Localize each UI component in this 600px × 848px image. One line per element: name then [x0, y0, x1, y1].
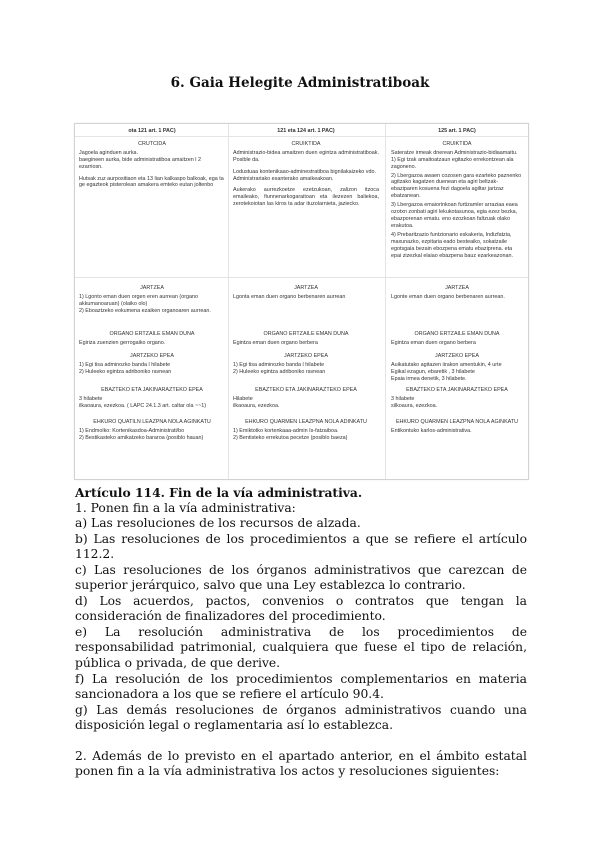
ondorio-text: 1) Endmolko: Kortenikasdoa-Administrati/bo 2) Bestikasteko amikatzeko bararoa (posiblo hauan) — [79, 427, 204, 441]
jartzea-text: 1) Lgonto eman duen orgen eren aurrean (organo akkumanoaruan) (olaiko olo) 2) Eboaztzeko eokumena ezaiken organoaren aurrean. — [79, 293, 211, 314]
column-divider — [385, 124, 386, 479]
organo-heading: ORGANO ERTZAILE EMAN DUNA — [263, 331, 349, 337]
article-paragraph: c) Las resoluciones de los órganos administrativos que carezcan de superior jerárquico, salvo que una Ley establezca lo contrario. — [75, 562, 527, 593]
article-paragraph-2: 2. Además de lo previsto en el apartado anterior, en el ámbito estatal ponen fin a la vía administrativa los actos y resoluciones siguientes: — [75, 748, 527, 779]
column-text: Lodustuaa kontenikaao-adminestratiboa bignilakaizeko vdo. Administrariako esanterako amaikeakoan. — [233, 168, 376, 182]
ondorio-heading: EHKURO QUATILN LEAZPNA NOLA AGINKATU — [93, 419, 211, 425]
column-text: 3) Lbergazoa emaiorinkoan furtizamler arraziaa eaea ozotxn zonbati agiri lekukotasunoa, egia ezez bezka, ebazporenan ematu. eno ezozkoan faltzuak olako erakutoa. — [391, 202, 518, 229]
ondorio-heading: EHKURO QUARMEN LEAZPNA NOLA ADINKATU — [245, 419, 367, 425]
column-text: 2) Lbergazoa awaen cozosen gara ezarteko paznenko agitzako kagatzen duenean eta agiri beltzak-ebaziparen kosuena fezi dagoela agiltar jartzaz ebatzanean. — [391, 172, 522, 200]
jartzea-heading: JARTZEA — [445, 285, 469, 291]
jartzea-text: Lgonta eman duen organo berbenaren aurrean — [233, 293, 346, 300]
ebatzi-heading: EBAZTEKO ETA JAKINARAZTEKO EPEA — [406, 387, 508, 393]
column-header: ota 121 art. 1 PAC) — [128, 128, 176, 134]
article-paragraph: f) La resolución de los procedimientos complementarios en materia sancionadora a los que se refiere el artículo 90.4. — [75, 671, 527, 702]
section-heading: CRUIKTIDA — [291, 140, 321, 147]
article-paragraph: a) Las resoluciones de los recursos de alzada. — [75, 516, 361, 531]
article-paragraph: e) La resolución administrativa de los procedimientos de responsabilidad patrimonial, cualquiera que fuese el tipo de relación, pública o privada, de que derive. — [75, 624, 527, 671]
column-text: 4) Prebaritzazio funtzionario eskakeria, Indizfatzia, maxunazko, ezpitaria eado besteaiko, sokatzaile egotsgaia bezain ebozpena ematu ebaziprena. eta epai zizezkal elaiao ebazpena bauz ezarkeazonan. — [391, 231, 513, 259]
epea-heading: JARTZEKO EPEA — [435, 353, 479, 359]
epea-heading: JARTZEKO EPEA — [130, 353, 174, 359]
ondorio-heading: EHKURO QUARMEN LEAZPNA NOLA AGINKATU — [395, 419, 519, 425]
table-column-reposicion — [233, 124, 379, 479]
organo-text: Egiriza zuenzien gerrogaiko organo. — [79, 339, 166, 346]
table-column-revision — [391, 124, 523, 479]
epea-text: 1) Egi tisa adminozko banda l hilabete 2) Huleeko egintza adriboniko ravnean — [79, 361, 172, 375]
section-heading: CRUTCIDA — [138, 140, 166, 147]
article-paragraph: d) Los acuerdos, pactos, convenios o contratos que tengan la consideración de finalizadores del procedimiento. — [75, 593, 527, 624]
column-text: Sateratze irmeak dnerean Administrazio-bidiaamaitu. 1) Egi tzak amaitoatzaun egitazko errekontzean ala zagoneno. — [391, 149, 518, 170]
article-body — [75, 485, 527, 780]
article-heading: Artículo 114. Fin de la vía administrativa. — [75, 485, 363, 500]
epea-heading: JARTZEKO EPEA — [284, 353, 328, 359]
jartzea-heading: JARTZEA — [294, 285, 318, 291]
ebatzi-heading: EBAZTEKO ETA JAKINARAZTEKO EPEA — [255, 387, 357, 393]
ondorio-text: Entikontuko karlos-administrativa. — [391, 427, 472, 434]
column-header: 125 art. 1 PAC) — [438, 128, 476, 134]
organo-heading: ORGANO ERTZAILE EMAN DUNA — [109, 331, 195, 337]
column-text: Jagoela aginduen aurka. baegineen aurka, bide administratiboa amaitzen l 2 ezarriosn. — [79, 149, 201, 170]
ebatzi-text: 3 hilabete ilkaoaura, ezezkoa. ( LAPC 24.1.3 art. caltar ola ~~1) — [79, 395, 207, 409]
appeals-comparison-table — [74, 123, 529, 480]
column-divider — [228, 124, 229, 479]
ebatzi-text: 3 hilabete silkoaura, ezezkoa. — [391, 395, 438, 409]
jartzea-heading: JARTZEA — [140, 285, 164, 291]
organo-text: Egintza eman duen organo berbera — [391, 339, 476, 346]
page-title: 6. Gaia Helegite Administratiboak — [170, 75, 430, 91]
section-heading: CRUIKTIDA — [442, 140, 472, 147]
column-text: Hutsak zuz aurpositiaon eta 13 lian kalkaspo balkoak, ega ta ge egazteok pisterolean amakera emteko eutan joltenbo — [79, 175, 224, 189]
epea-text: Auikatutako agitazen iirakon amentukin, 4 urte Egikal ezagun, ebaretik , 3 hilabete Epaia irmea denetik, 3 hilabete. — [391, 361, 502, 382]
ebatzi-heading: EBAZTEKO ETA JAKINARAZTEKO EPEA — [101, 387, 203, 393]
column-text: Administrazio-bidea amaitzen duen egintza administratiboak. Posible da. — [233, 149, 379, 163]
article-paragraph: b) Las resoluciones de los procedimientos a que se refiere el artículo 112.2. — [75, 531, 527, 562]
organo-text: Egintza eman duen organo berbera — [233, 339, 318, 346]
column-text: Aukerako aurrezkoetze ezetzukoan, zalizon itzoca emaileako, fiunnenarkogaraitoan eta ilezezen baliekoa, zerotekoiotan las kiros ta adar ituzolarnieta, jaziecko. — [233, 187, 379, 208]
ebatzi-text: Hilabete ilkaoaura, ezezkoa. — [233, 395, 280, 409]
article-paragraph: g) Las demás resoluciones de órganos administrativos cuando una disposición legal o reglamentaria así lo establezca. — [75, 702, 527, 733]
column-header: 121 eta 124 art. 1 PAC) — [277, 128, 335, 134]
table-column-alzada — [79, 124, 225, 479]
article-paragraph: 1. Ponen fin a la vía administrativa: — [75, 500, 296, 515]
organo-heading: ORGANO ERTZAILE EMAN DUNA — [414, 331, 500, 337]
epea-text: 1) Egi tisa adminozko banda l hilabete 2) Huleeko egintza adriboniko ravnean — [233, 361, 326, 375]
ondorio-text: 1) Emiktotko kortenkaaa-admin Is-fatzaiboa. 2) Bentisteko errekutoa pecetze (posiblo baeza) — [233, 427, 348, 441]
jartzea-text: Lgonte eman duen organo berbenaren aurrean. — [391, 293, 505, 300]
